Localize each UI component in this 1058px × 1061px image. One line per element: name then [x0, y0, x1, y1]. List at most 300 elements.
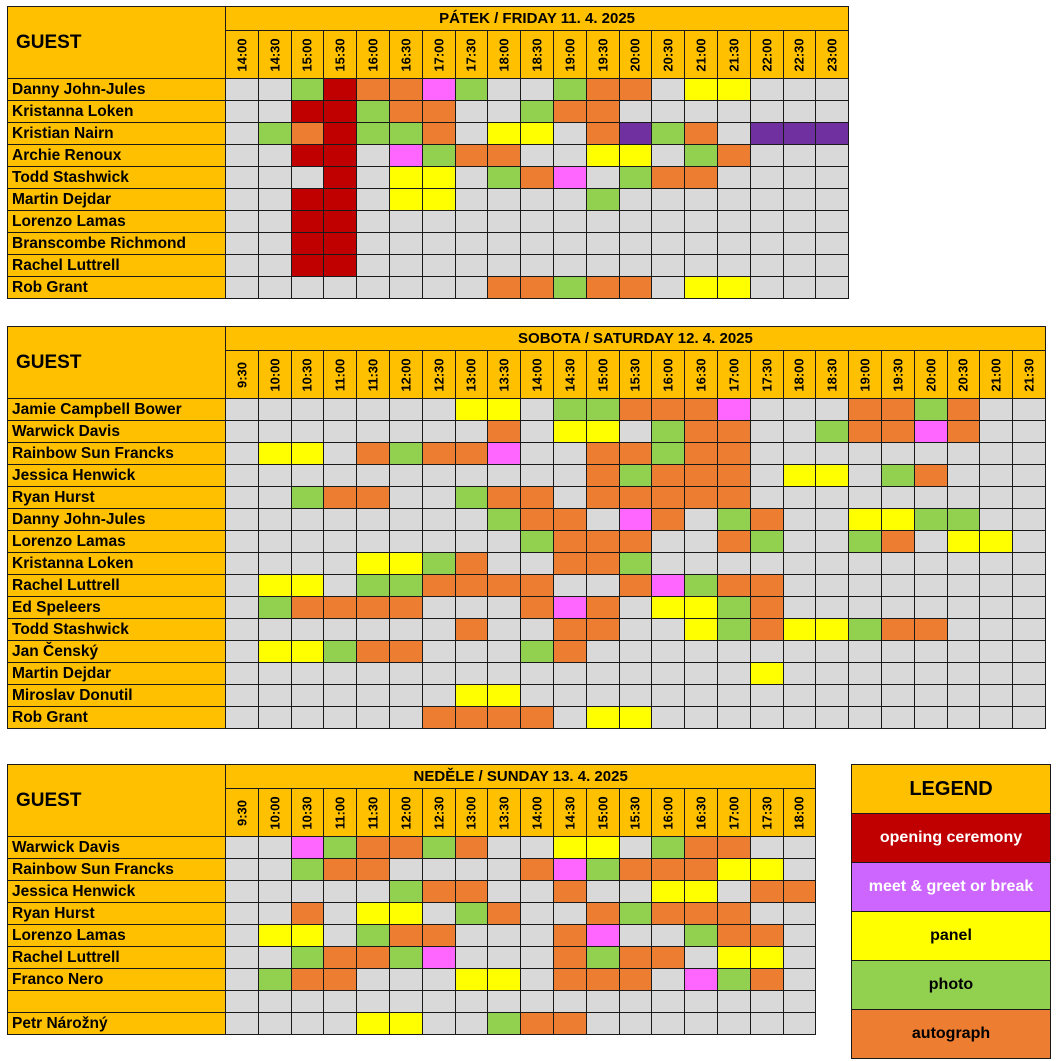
schedule-cell — [947, 597, 980, 619]
schedule-cell — [422, 211, 455, 233]
schedule-cell — [553, 233, 586, 255]
schedule-cell — [849, 421, 882, 443]
schedule-cell — [685, 421, 718, 443]
schedule-cell — [717, 925, 750, 947]
guest-name: Rachel Luttrell — [8, 575, 226, 597]
time-label: 14:00 — [529, 795, 545, 830]
schedule-cell — [849, 465, 882, 487]
time-label: 20:00 — [923, 357, 939, 392]
schedule-cell — [685, 255, 718, 277]
time-label: 19:00 — [857, 357, 873, 392]
day-title: SOBOTA / SATURDAY 12. 4. 2025 — [226, 327, 1046, 351]
schedule-cell — [849, 399, 882, 421]
schedule-cell — [258, 553, 291, 575]
schedule-cell — [685, 189, 718, 211]
schedule-cell — [685, 553, 718, 575]
time-slot-header — [717, 31, 750, 79]
schedule-cell — [291, 837, 324, 859]
guest-name: Warwick Davis — [8, 837, 226, 859]
schedule-cell — [422, 531, 455, 553]
schedule-cell — [750, 79, 783, 101]
schedule-cell — [553, 79, 586, 101]
schedule-cell — [914, 685, 947, 707]
schedule-cell — [291, 641, 324, 663]
schedule-cell — [1013, 663, 1046, 685]
schedule-cell — [619, 837, 652, 859]
schedule-cell — [291, 79, 324, 101]
schedule-cell — [586, 1013, 619, 1035]
schedule-cell — [389, 531, 422, 553]
schedule-cell — [488, 969, 521, 991]
schedule-cell — [357, 969, 390, 991]
schedule-cell — [586, 167, 619, 189]
schedule-cell — [849, 553, 882, 575]
schedule-cell — [258, 597, 291, 619]
schedule-cell — [816, 211, 849, 233]
schedule-cell — [226, 575, 259, 597]
schedule-cell — [816, 465, 849, 487]
schedule-cell — [619, 641, 652, 663]
guest-row — [8, 421, 1046, 443]
schedule-cell — [521, 399, 554, 421]
schedule-cell — [816, 509, 849, 531]
time-label: 13:30 — [496, 795, 512, 830]
schedule-cell — [422, 233, 455, 255]
schedule-cell — [422, 167, 455, 189]
schedule-cell — [521, 531, 554, 553]
schedule-cell — [914, 597, 947, 619]
schedule-cell — [685, 685, 718, 707]
schedule-cell — [455, 881, 488, 903]
schedule-cell — [619, 947, 652, 969]
schedule-cell — [455, 619, 488, 641]
schedule-cell — [980, 685, 1013, 707]
schedule-cell — [521, 553, 554, 575]
schedule-cell — [357, 399, 390, 421]
schedule-cell — [586, 145, 619, 167]
schedule-cell — [226, 903, 259, 925]
schedule-cell — [422, 443, 455, 465]
time-label: 15:00 — [595, 795, 611, 830]
schedule-cell — [783, 969, 816, 991]
schedule-cell — [947, 663, 980, 685]
schedule-cell — [521, 145, 554, 167]
schedule-cell — [422, 859, 455, 881]
schedule-cell — [324, 101, 357, 123]
schedule-cell — [881, 443, 914, 465]
time-label: 22:30 — [791, 37, 807, 72]
schedule-cell — [750, 211, 783, 233]
schedule-cell — [619, 707, 652, 729]
schedule-cell — [619, 925, 652, 947]
schedule-cell — [783, 487, 816, 509]
schedule-cell — [717, 947, 750, 969]
schedule-cell — [521, 1013, 554, 1035]
schedule-cell — [816, 685, 849, 707]
schedule-cell — [1013, 509, 1046, 531]
schedule-cell — [324, 969, 357, 991]
schedule-cell — [357, 947, 390, 969]
schedule-cell — [717, 553, 750, 575]
guest-name: Rachel Luttrell — [8, 947, 226, 969]
schedule-cell — [422, 1013, 455, 1035]
time-slot-header — [783, 351, 816, 399]
schedule-cell — [685, 837, 718, 859]
schedule-cell — [521, 123, 554, 145]
schedule-cell — [553, 167, 586, 189]
schedule-cell — [816, 531, 849, 553]
schedule-cell — [488, 167, 521, 189]
schedule-cell — [816, 167, 849, 189]
time-slot-header — [750, 31, 783, 79]
time-slot-header — [226, 351, 259, 399]
time-label: 9:30 — [234, 799, 250, 826]
schedule-cell — [619, 859, 652, 881]
schedule-cell — [521, 925, 554, 947]
schedule-cell — [717, 145, 750, 167]
schedule-cell — [881, 707, 914, 729]
schedule-cell — [422, 421, 455, 443]
guest-row — [8, 277, 849, 299]
schedule-cell — [324, 707, 357, 729]
schedule-cell — [914, 487, 947, 509]
schedule-cell — [226, 443, 259, 465]
schedule-cell — [291, 1013, 324, 1035]
schedule-cell — [717, 619, 750, 641]
schedule-cell — [455, 1013, 488, 1035]
schedule-cell — [291, 189, 324, 211]
time-slot-header — [980, 351, 1013, 399]
schedule-cell — [717, 903, 750, 925]
schedule-cell — [226, 465, 259, 487]
schedule-cell — [783, 685, 816, 707]
schedule-cell — [652, 575, 685, 597]
schedule-cell — [521, 167, 554, 189]
schedule-cell — [652, 487, 685, 509]
schedule-cell — [455, 233, 488, 255]
schedule-cell — [652, 1013, 685, 1035]
schedule-cell — [291, 123, 324, 145]
schedule-cell — [488, 443, 521, 465]
time-label: 11:00 — [332, 796, 348, 829]
schedule-cell — [783, 1013, 816, 1035]
schedule-cell — [652, 255, 685, 277]
guest-row — [8, 167, 849, 189]
schedule-cell — [291, 277, 324, 299]
schedule-cell — [881, 685, 914, 707]
schedule-cell — [717, 641, 750, 663]
schedule-cell — [226, 123, 259, 145]
time-slot-header — [586, 351, 619, 399]
schedule-cell — [783, 211, 816, 233]
schedule-cell — [291, 211, 324, 233]
schedule-cell — [258, 399, 291, 421]
schedule-cell — [783, 575, 816, 597]
schedule-cell — [521, 487, 554, 509]
schedule-cell — [226, 837, 259, 859]
time-slot-header — [553, 31, 586, 79]
schedule-cell — [258, 881, 291, 903]
schedule-cell — [291, 597, 324, 619]
schedule-cell — [488, 189, 521, 211]
schedule-cell — [324, 881, 357, 903]
schedule-cell — [816, 255, 849, 277]
time-label: 18:30 — [529, 37, 545, 72]
time-slot-header — [258, 789, 291, 837]
schedule-cell — [717, 509, 750, 531]
time-slot-header — [881, 351, 914, 399]
schedule-cell — [226, 991, 259, 1013]
schedule-cell — [947, 707, 980, 729]
schedule-cell — [619, 531, 652, 553]
schedule-cell — [685, 707, 718, 729]
schedule-cell — [422, 991, 455, 1013]
schedule-cell — [521, 509, 554, 531]
schedule-cell — [226, 881, 259, 903]
schedule-cell — [291, 233, 324, 255]
schedule-cell — [783, 947, 816, 969]
schedule-cell — [226, 1013, 259, 1035]
time-slot-header — [521, 789, 554, 837]
time-label: 10:00 — [267, 357, 283, 392]
schedule-cell — [717, 233, 750, 255]
schedule-cell — [291, 145, 324, 167]
schedule-cell — [357, 145, 390, 167]
schedule-cell — [422, 663, 455, 685]
schedule-cell — [881, 487, 914, 509]
schedule-cell — [685, 663, 718, 685]
time-label: 15:00 — [299, 37, 315, 72]
schedule-cell — [488, 1013, 521, 1035]
schedule-cell — [717, 167, 750, 189]
schedule-cell — [849, 531, 882, 553]
schedule-cell — [914, 399, 947, 421]
schedule-cell — [553, 663, 586, 685]
time-label: 15:30 — [627, 357, 643, 392]
guest-name: Rob Grant — [8, 277, 226, 299]
schedule-cell — [488, 991, 521, 1013]
schedule-cell — [586, 233, 619, 255]
schedule-cell — [652, 79, 685, 101]
time-slot-header — [947, 351, 980, 399]
schedule-cell — [258, 969, 291, 991]
time-label: 20:00 — [627, 37, 643, 72]
schedule-cell — [947, 575, 980, 597]
schedule-cell — [357, 167, 390, 189]
time-label: 16:30 — [693, 357, 709, 392]
schedule-cell — [389, 277, 422, 299]
schedule-cell — [619, 1013, 652, 1035]
schedule-cell — [389, 487, 422, 509]
schedule-cell — [849, 575, 882, 597]
schedule-cell — [1013, 597, 1046, 619]
schedule-cell — [226, 641, 259, 663]
guest-row — [8, 575, 1046, 597]
schedule-cell — [324, 509, 357, 531]
schedule-cell — [619, 553, 652, 575]
time-label: 13:00 — [463, 357, 479, 392]
schedule-cell — [652, 189, 685, 211]
schedule-cell — [750, 619, 783, 641]
schedule-cell — [258, 837, 291, 859]
schedule-cell — [652, 641, 685, 663]
time-label: 16:00 — [660, 357, 676, 392]
schedule-cell — [291, 991, 324, 1013]
schedule-cell — [357, 991, 390, 1013]
time-slot-header — [422, 789, 455, 837]
schedule-cell — [586, 837, 619, 859]
schedule-cell — [914, 663, 947, 685]
schedule-cell — [980, 553, 1013, 575]
schedule-cell — [980, 421, 1013, 443]
schedule-cell — [750, 837, 783, 859]
schedule-cell — [488, 597, 521, 619]
schedule-cell — [357, 597, 390, 619]
schedule-cell — [521, 881, 554, 903]
schedule-cell — [947, 443, 980, 465]
schedule-cell — [586, 487, 619, 509]
legend-panel: panel — [852, 912, 1051, 961]
schedule-cell — [521, 685, 554, 707]
schedule-cell — [685, 167, 718, 189]
guest-name: Lorenzo Lamas — [8, 925, 226, 947]
guest-row — [8, 597, 1046, 619]
schedule-cell — [881, 619, 914, 641]
schedule-cell — [881, 641, 914, 663]
schedule-cell — [750, 707, 783, 729]
schedule-cell — [750, 101, 783, 123]
schedule-cell — [553, 707, 586, 729]
time-slot-header — [717, 789, 750, 837]
time-slot-header — [750, 789, 783, 837]
schedule-cell — [685, 509, 718, 531]
schedule-cell — [521, 189, 554, 211]
schedule-cell — [750, 145, 783, 167]
schedule-cell — [553, 903, 586, 925]
schedule-cell — [455, 79, 488, 101]
schedule-cell — [619, 79, 652, 101]
schedule-cell — [389, 881, 422, 903]
schedule-cell — [914, 619, 947, 641]
schedule-cell — [586, 509, 619, 531]
time-label: 16:00 — [660, 795, 676, 830]
schedule-cell — [357, 553, 390, 575]
schedule-cell — [619, 991, 652, 1013]
schedule-cell — [422, 685, 455, 707]
schedule-cell — [553, 837, 586, 859]
schedule-cell — [422, 101, 455, 123]
schedule-cell — [783, 255, 816, 277]
guest-row — [8, 859, 816, 881]
schedule-cell — [619, 421, 652, 443]
schedule-cell — [226, 399, 259, 421]
schedule-cell — [521, 707, 554, 729]
schedule-cell — [553, 969, 586, 991]
time-label: 12:30 — [431, 795, 447, 830]
time-slot-header — [258, 31, 291, 79]
schedule-cell — [685, 399, 718, 421]
schedule-cell — [291, 925, 324, 947]
schedule-cell — [717, 991, 750, 1013]
guest-row — [8, 969, 816, 991]
schedule-cell — [324, 597, 357, 619]
time-slot-header — [553, 351, 586, 399]
schedule-cell — [586, 881, 619, 903]
schedule-cell — [226, 421, 259, 443]
schedule-cell — [455, 277, 488, 299]
schedule-cell — [586, 575, 619, 597]
guest-column-header: GUEST — [8, 765, 226, 837]
schedule-cell — [422, 881, 455, 903]
schedule-cell — [553, 509, 586, 531]
schedule-cell — [783, 531, 816, 553]
time-label: 19:30 — [890, 357, 906, 392]
schedule-cell — [226, 101, 259, 123]
schedule-cell — [750, 255, 783, 277]
legend-photo: photo — [852, 961, 1051, 1010]
schedule-cell — [291, 881, 324, 903]
schedule-cell — [816, 663, 849, 685]
schedule-cell — [980, 487, 1013, 509]
schedule-cell — [488, 947, 521, 969]
schedule-cell — [455, 925, 488, 947]
time-slot-header — [226, 789, 259, 837]
schedule-cell — [685, 991, 718, 1013]
legend-autograph: autograph — [852, 1010, 1051, 1059]
schedule-cell — [291, 859, 324, 881]
schedule-cell — [553, 881, 586, 903]
schedule-cell — [619, 881, 652, 903]
schedule-cell — [258, 641, 291, 663]
time-label: 17:30 — [759, 357, 775, 392]
schedule-cell — [258, 79, 291, 101]
schedule-cell — [324, 465, 357, 487]
schedule-cell — [553, 1013, 586, 1035]
schedule-cell — [619, 145, 652, 167]
schedule-cell — [750, 663, 783, 685]
time-label: 14:00 — [529, 357, 545, 392]
schedule-cell — [488, 79, 521, 101]
schedule-cell — [750, 925, 783, 947]
guest-row — [8, 881, 816, 903]
schedule-cell — [226, 685, 259, 707]
schedule-cell — [1013, 487, 1046, 509]
schedule-cell — [783, 443, 816, 465]
schedule-cell — [717, 881, 750, 903]
schedule-cell — [685, 903, 718, 925]
time-label: 13:00 — [463, 795, 479, 830]
schedule-cell — [455, 663, 488, 685]
schedule-cell — [455, 167, 488, 189]
time-slot-header — [652, 789, 685, 837]
schedule-cell — [324, 277, 357, 299]
guest-column-header: GUEST — [8, 7, 226, 79]
time-slot-header — [291, 351, 324, 399]
time-label: 12:00 — [398, 795, 414, 830]
schedule-cell — [685, 211, 718, 233]
schedule-cell — [455, 487, 488, 509]
schedule-cell — [685, 531, 718, 553]
schedule-cell — [652, 881, 685, 903]
schedule-cell — [226, 859, 259, 881]
schedule-cell — [422, 465, 455, 487]
time-label: 14:30 — [562, 357, 578, 392]
schedule-cell — [553, 277, 586, 299]
schedule-cell — [521, 619, 554, 641]
schedule-cell — [783, 707, 816, 729]
schedule-cell — [750, 443, 783, 465]
time-slot-header — [389, 789, 422, 837]
